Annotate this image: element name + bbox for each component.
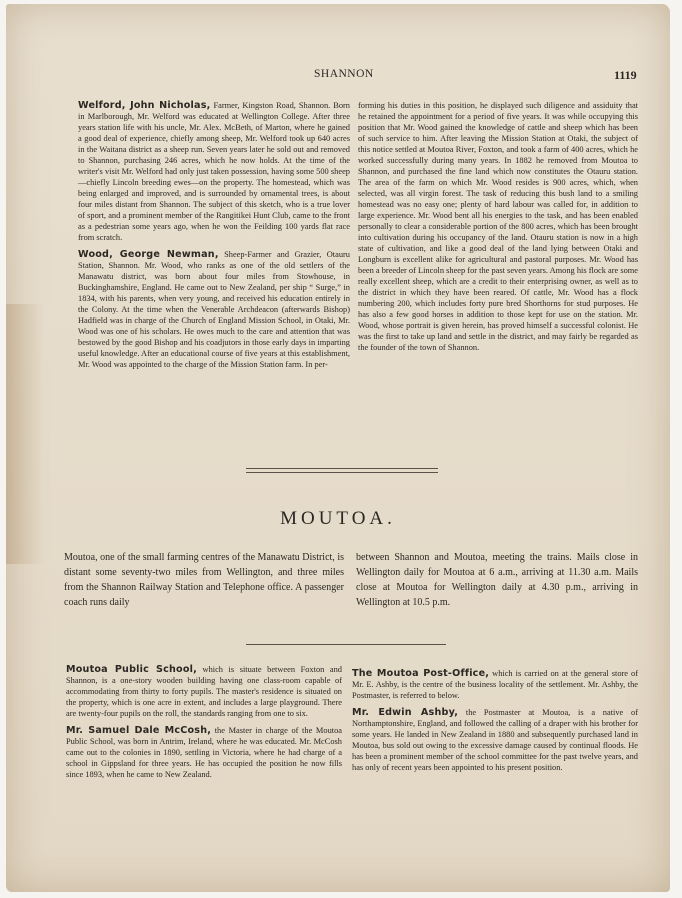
entry-post-office	[352, 668, 638, 701]
column-right-top	[358, 100, 638, 359]
entry-moutoa-school	[66, 664, 342, 719]
section-intro-left: Moutoa, one of the small farming centres of the Manawatu District, is distant some seventy-two miles from Wellington, and three miles from the Shannon Railway Station and Telephone office. A passenger coach runs daily	[64, 552, 344, 608]
divider-rule	[246, 644, 446, 645]
running-head: SHANNON	[314, 68, 374, 80]
entry-text: which is carried on at the general store of Mr. E. Ashby, is the centre of the business locality of the settlement. Mr. Ashby, the Postmaster, is referred to below.	[352, 669, 638, 700]
entry-name: Moutoa Public School,	[66, 664, 197, 675]
entry-name: Mr. Edwin Ashby,	[352, 707, 459, 718]
divider-rule	[246, 472, 438, 473]
entry-name: Mr. Samuel Dale McCosh,	[66, 725, 212, 736]
entry-welford	[78, 100, 350, 243]
entry-text: the Postmaster at Moutoa, is a native of Northamptonshire, England, and followed the calling of a draper with his brother for some years. He landed in New Zealand in 1880 and subsequently purchased land in Moutoa, bus sold out owing to the excessive damage caused by continual floods. He has been a prominent member of the school committee for the past twelve years, and has only of recent years been appointed to his present position.	[352, 708, 638, 772]
entry-text: Farmer, Kingston Road, Shannon. Born in Marlborough, Mr. Welford was educated at Wellington College. After three years station life with his uncle, Mr. Alex. McBeth, of Marton, where he gained a good deal of experience, chiefly among sheep, Mr. Welford took up 640 acres in the Waitana district as a sheep run. Seven years later he sold out and removed to Shannon, purchasing 246 acres, which he now holds. At the time of the writer's visit Mr. Welford had only just taken possession, having some 500 sheep—chiefly Lincoln breeding ewes—on the property. The homestead, which was being enlarged and improved, and is surrounded by ornamental trees, is about four miles distant from Shannon. The subject of this sketch, who is a true lover of sport, and a prominent member of the Rangitikei Hunt Club, came to the front as a pedestrian some years ago, when he won the Feilding 100 yards flat race from scratch.	[78, 101, 350, 242]
entry-wood	[78, 249, 350, 370]
entry-text: Sheep-Farmer and Grazier, Otauru Station, Shannon. Mr. Wood, who ranks as one of the old settlers of the Manawatu district, was born about four miles from Stowhouse, in Buckinghamshire, England. He came out to New Zealand, per ship “ Surge,” in 1834, with his parents, when very young, and received his education entirely in the Colony. At the time when the Venerable Archdeacon (afterwards Bishop) Hadfield was in charge of the Church of England Mission School, in Otaki, Mr. Wood was one of his scholars. He owes much to the care and attention that was bestowed by the good Bishop and his coadjutors in those early days in imparting useful knowledge. After an educational course of five years at this establishment, Mr. Wood was appointed to the charge of the Mission Station farm. In per-	[78, 250, 350, 369]
section-title: MOUTOA.	[280, 508, 396, 529]
section-intro-right: between Shannon and Moutoa, meeting the trains. Mails close in Wellington daily for Moutoa at 6 a.m., arriving at 11.30 a.m. Mails close at Moutoa for Wellington daily at 4.30 p.m., arriving in Wellington at 10.5 p.m.	[356, 552, 638, 608]
page-number: 1119	[614, 68, 637, 82]
entry-text: the Master in charge of the Moutoa Public School, was born in Antrim, Ireland, where he was educated. Mr. McCosh came out to the colonies in 1890, settling in Victoria, where he had charge of a school in Gippsland for three years. He has occupied the position he now fills since 1893, when he came to New Zealand.	[66, 726, 342, 779]
entry-mccosh	[66, 725, 342, 780]
entry-name: The Moutoa Post-Office,	[352, 668, 490, 679]
column-left-bottom	[66, 664, 342, 786]
divider-rule	[246, 468, 438, 469]
entry-name: Wood, George Newman,	[78, 249, 219, 260]
entry-wood-continued: forming his duties in this position, he displayed such diligence and assiduity that he retained the appointment for a period of five years. It was while occupying this position that Mr. Wood gained the knowledge of cattle and sheep which has been of such service to him. After leaving the Mission Station at Otaki, the subject of this notice settled at Moutoa River, Foxton, and took a farm of 400 acres, which he worked successfully during many years. In 1882 he removed from Moutoa to Shannon, and purchased the fine land which now constitutes the Otauru station. The area of the farm on which Mr. Wood resides is 900 acres, which, when selected, was all virgin forest. The task of reducing this bush land to a smiling homestead was no easy one; plenty of hard labour was called for, in addition to large experience. Mr. Wood bent all his energies to the task, and has been enabled personally to clear a considerable portion of the 800 acres, which has been brought into cultivation during his occupancy of the land. Otauru station is now in a high state of cultivation, and like a good deal of the land lying between Otaki and Longburn is excellent alike for agricultural and pastoral purposes. Mr. Wood has been a breeder of Lincoln sheep for the past seven years. Among his flock are some really excellent sheep, which are a credit to their enterprising owner, as well as to the district in which they have been reared. Of cattle, Mr. Wood has a flock numbering 200, which includes forty pure bred Shorthorns for stud purposes. He has also a few good horses in addition to those kept for use on the station. Mr. Wood, whose portrait is given herein, has proved himself a successful colonist. He was the first to take up land and settle in the district, and may fairly be regarded as the founder of the town of Shannon.	[358, 101, 638, 352]
entry-ashby	[352, 707, 638, 773]
column-right-bottom	[352, 668, 638, 779]
page-header	[6, 68, 670, 84]
book-page	[6, 4, 670, 892]
entry-name: Welford, John Nicholas,	[78, 100, 211, 111]
entry-text: which is situate between Foxton and Shannon, is a one-story wooden building having one class-room capable of accommodating from thirty to forty pupils. The master's residence is situated on the property, which is one acre in extent, and includes a large playground. There are twenty-four pupils on the roll, the standards ranging from one to six.	[66, 665, 342, 718]
column-left-top	[78, 100, 350, 376]
